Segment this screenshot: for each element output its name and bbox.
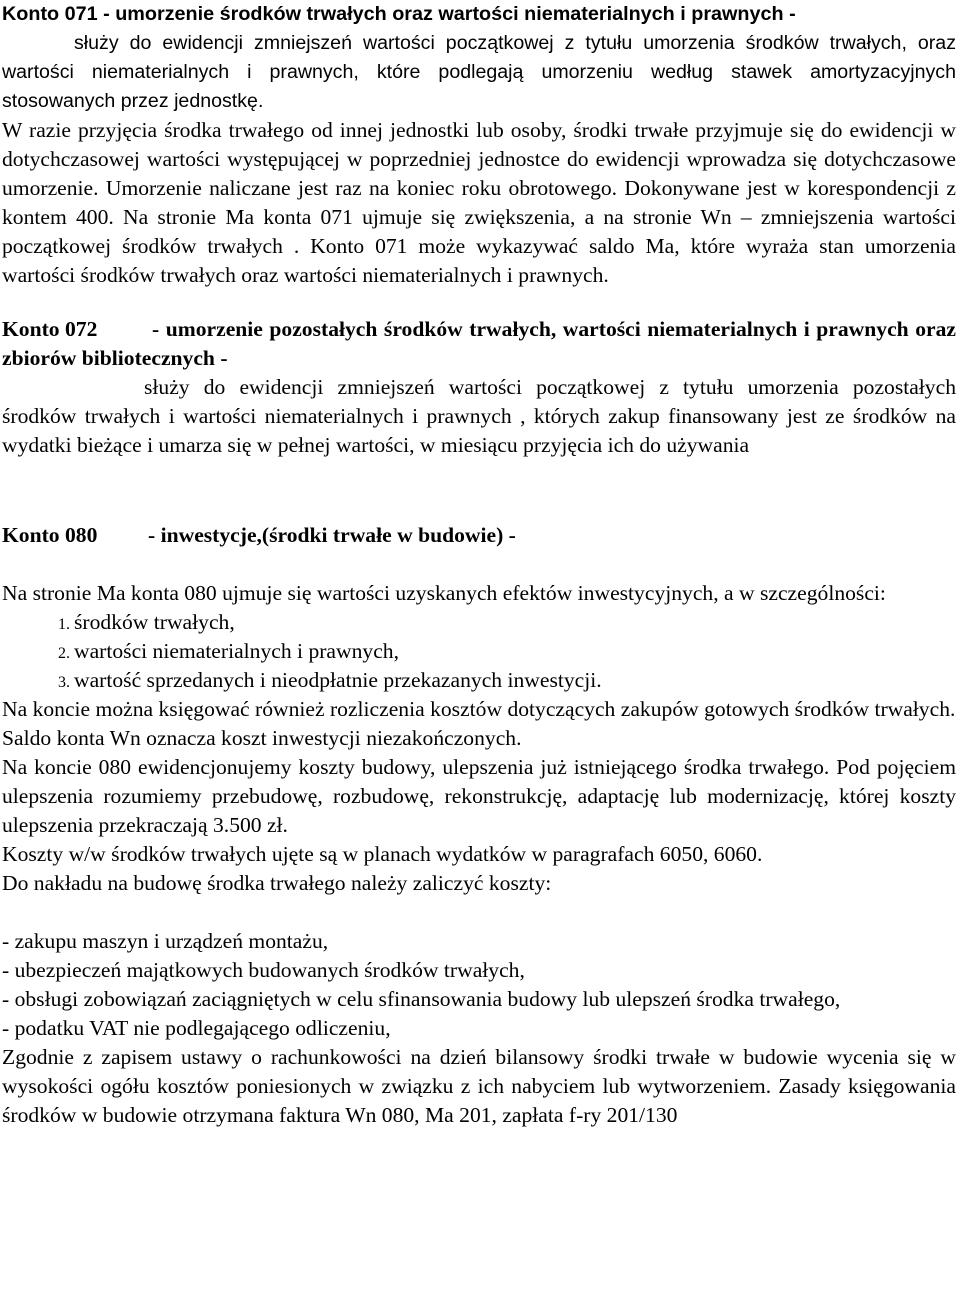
konto-072-heading <box>2 315 956 373</box>
konto-080-title: - inwestycje,(środki trwałe w budowie) - <box>148 523 516 547</box>
konto-072-title: - umorzenie pozostałych środków trwałych, wartości niematerialnych i prawnych oraz zbiorów bibliotecznych - <box>2 317 956 370</box>
list-item: 2. wartości niematerialnych i prawnych, <box>74 637 956 666</box>
cost-item: - podatku VAT nie podlegającego odliczeniu, <box>2 1016 391 1040</box>
konto-072-number: Konto 072 <box>2 317 98 341</box>
konto-080-paragraph: Koszty w/w środków trwałych ujęte są w planach wydatków w paragrafach 6050, 6060. <box>2 842 763 866</box>
cost-item: - ubezpieczeń majątkowych budowanych środków trwałych, <box>2 958 525 982</box>
konto-072-body: służy do ewidencji zmniejszeń wartości początkowej z tytułu umorzenia pozostałych środków trwałych i wartości niematerialnych i prawnych , których zakup finansowany jest ze środków na wydatki bieżące i umarza się w pełnej wartości, w miesiącu przyjęcia ich do używania <box>2 375 956 457</box>
konto-080-paragraph: Do nakładu na budowę środka trwałego należy zaliczyć koszty: <box>2 871 552 895</box>
konto-071-heading: Konto 071 - umorzenie środków trwałych oraz wartości niematerialnych i prawnych - <box>2 3 796 25</box>
cost-item: - obsługi zobowiązań zaciągniętych w celu sfinansowania budowy lub ulepszeń środka trwałego, <box>2 987 841 1011</box>
spacer <box>2 550 956 579</box>
konto-080-paragraph: Na koncie można księgować również rozliczenia kosztów dotyczących zakupów gotowych środków trwałych. <box>2 697 956 721</box>
konto-071-intro: służy do ewidencji zmniejszeń wartości początkowej z tytułu umorzenia środków trwałych, oraz wartości niematerialnych i prawnych, które podlegają umorzeniu według stawek amortyzacyjnych stosowanych przez jednostkę. <box>2 32 956 112</box>
konto-080-closing: Zgodnie z zapisem ustawy o rachunkowości na dzień bilansowy środki trwałe w budowie wycenia się w wysokości ogółu kosztów poniesionych w związku z ich nabyciem lub wytworzeniem. Zasady księgowania środków w budowie otrzymana faktura Wn 080, Ma 201, zapłata f-ry 201/130 <box>2 1045 956 1127</box>
konto-080-number: Konto 080 <box>2 523 98 547</box>
list-item: 3. wartość sprzedanych i nieodpłatnie przekazanych inwestycji. <box>74 666 956 695</box>
cost-item: - zakupu maszyn i urządzeń montażu, <box>2 929 329 953</box>
spacer <box>2 898 956 927</box>
konto-080-list <box>2 608 956 695</box>
konto-071-body: W razie przyjęcia środka trwałego od innej jednostki lub osoby, środki trwałe przyjmuje się do ewidencji w dotychczasowej wartości występującej w poprzedniej jednostce do ewidencji wprowadza się dotychczasowe umorzenie. Umorzenie naliczane jest raz na koniec roku obrotowego. Dokonywane jest w korespondencji z kontem 400. Na stronie Ma konta 071 ujmuje się zwiększenia, a na stronie Wn – zmniejszenia wartości początkowej środków trwałych . Konto 071 może wykazywać saldo Ma, które wyraża stan umorzenia wartości środków trwałych oraz wartości niematerialnych i prawnych. <box>2 118 956 287</box>
konto-080-intro: Na stronie Ma konta 080 ujmuje się wartości uzyskanych efektów inwestycyjnych, a w szczególności: <box>2 581 886 605</box>
konto-080-heading <box>2 521 956 550</box>
konto-080-paragraph: Na koncie 080 ewidencjonujemy koszty budowy, ulepszenia już istniejącego środka trwałego. Pod pojęciem ulepszenia rozumiemy przebudowę, rozbudowę, rekonstrukcję, adaptację lub modernizację, której koszty ulepszenia przekraczają 3.500 zł. <box>2 755 956 837</box>
list-item: 1. środków trwałych, <box>74 608 956 637</box>
konto-080-paragraph: Saldo konta Wn oznacza koszt inwestycji niezakończonych. <box>2 726 522 750</box>
